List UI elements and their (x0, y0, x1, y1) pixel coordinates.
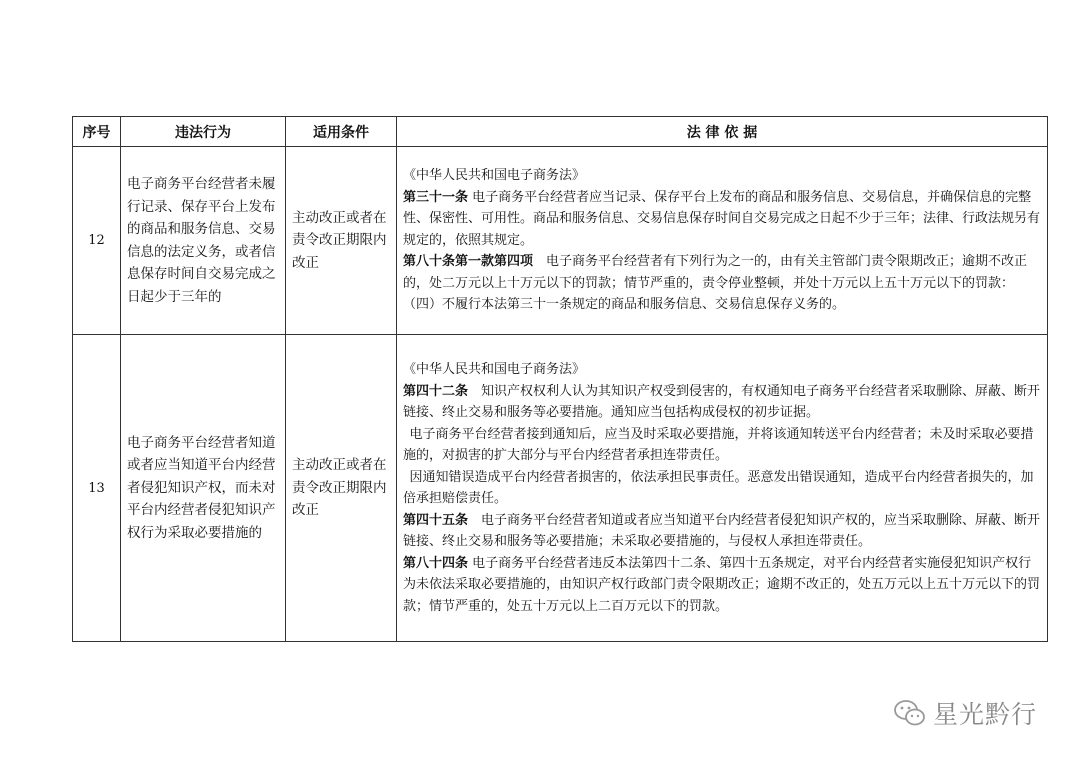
table-row (73, 335, 1048, 642)
row-number: 13 (73, 335, 121, 642)
header-act: 违法行为 (121, 117, 286, 147)
article-paragraph: 因通知错误造成平台内经营者损害的，依法承担民事责任。恶意发出错误通知，造成平台内经营者损失的，加倍承担赔偿责任。 (403, 469, 1034, 506)
article-paragraph: 第四十五条 电子商务平台经营者知道或者应当知道平台内经营者侵犯知识产权的，应当采取删除、屏蔽、断开链接、终止交易和服务等必要措施；未采取必要措施的，与侵权人承担连带责任。 (403, 512, 1041, 549)
article-paragraph: 第八十四条 电子商务平台经营者违反本法第四十二条、第四十五条规定，对平台内经营者实施侵犯知识产权行为未依法采取必要措施的，由知识产权行政部门责令限期改正；逾期不改正的，处五万元以上五十万元以下的罚款；情节严重的，处五十万元以上二百万元以下的罚款。 (403, 555, 1041, 614)
watermark-text: 星光黔行 (933, 700, 1038, 729)
article-paragraph: 第三十一条 电子商务平台经营者应当记录、保存平台上发布的商品和服务信息、交易信息，并确保信息的完整性、保密性、可用性。商品和服务信息、交易信息保存时间自交易完成之日起不少于三年；法律、行政法规另有规定的，依照其规定。 (403, 189, 1041, 248)
law-table (72, 116, 1048, 642)
article-paragraph: 电子商务平台经营者接到通知后，应当及时采取必要措施，并将该通知转送平台内经营者；未及时采取必要措施的，对损害的扩大部分与平台内经营者承担连带责任。 (403, 426, 1034, 463)
article-paragraph: 第八十条第一款第四项 电子商务平台经营者有下列行为之一的，由有关主管部门责令限期改正；逾期不改正的，处二万元以上十万元以下的罚款；情节严重的，责令停业整顿，并处十万元以上五十万元以下的罚款： (403, 254, 1028, 291)
condition-cell: 主动改正或者在责令改正期限内改正 (286, 335, 397, 642)
legal-basis-cell (397, 335, 1048, 642)
header-cond: 适用条件 (286, 117, 397, 147)
article-item: （四）不履行本法第三十一条规定的商品和服务信息、交易信息保存义务的。 (403, 297, 846, 313)
legal-basis-cell (397, 147, 1048, 335)
header-basis: 法 律 依 据 (397, 117, 1048, 147)
article-paragraph: 第四十二条 知识产权权利人认为其知识产权受到侵害的，有权通知电子商务平台经营者采取删除、屏蔽、断开链接、终止交易和服务等必要措施。通知应当包括构成侵权的初步证据。 (403, 383, 1041, 420)
watermark (893, 695, 1037, 731)
header-num: 序号 (73, 117, 121, 147)
law-name: 《中华人民共和国电子商务法》 (403, 362, 586, 377)
wechat-icon (893, 698, 927, 728)
condition-cell: 主动改正或者在责令改正期限内改正 (286, 147, 397, 335)
header-row (73, 117, 1048, 147)
table-row (73, 147, 1048, 335)
violation-cell: 电子商务平台经营者未履行记录、保存平台上发布的商品和服务信息、交易信息的法定义务，或者信息保存时间自交易完成之日起少于三年的 (121, 147, 286, 335)
law-name: 《中华人民共和国电子商务法》 (403, 168, 586, 184)
row-number: 12 (73, 147, 121, 335)
violation-cell: 电子商务平台经营者知道或者应当知道平台内经营者侵犯知识产权，而未对平台内经营者侵犯知识产权行为采取必要措施的 (121, 335, 286, 642)
